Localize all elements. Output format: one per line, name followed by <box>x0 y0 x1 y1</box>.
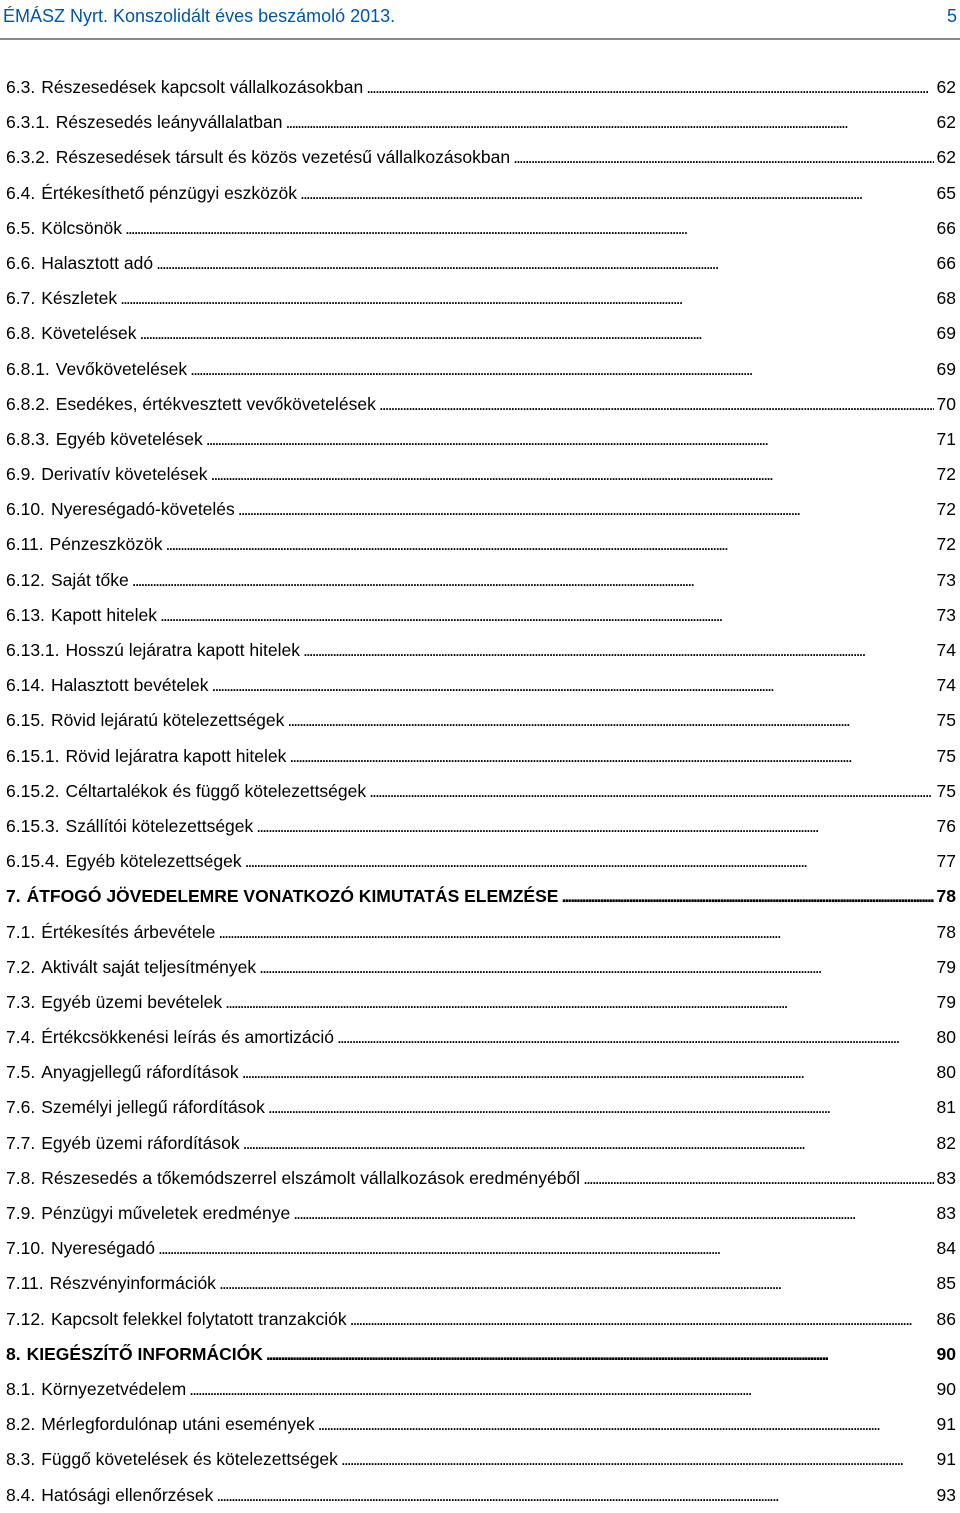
toc-entry-title <box>6 809 253 844</box>
toc-entry-number: 8. <box>6 1343 21 1364</box>
toc-entry[interactable] <box>6 1055 956 1090</box>
toc-entry[interactable] <box>6 70 956 105</box>
toc-page-number: 68 <box>936 288 956 309</box>
toc-entry-text: Saját tőke <box>50 569 129 590</box>
toc-entry-text: Rövid lejáratra kapott hitelek <box>65 745 287 766</box>
toc-entry[interactable] <box>6 598 956 633</box>
toc-dot-leader <box>238 492 934 527</box>
toc-dot-leader <box>218 915 933 950</box>
toc-entry[interactable] <box>6 352 956 387</box>
toc-entry-title <box>6 1302 347 1337</box>
toc-entry[interactable] <box>6 422 956 457</box>
toc-dot-leader <box>242 1055 934 1090</box>
toc-entry-text: ÁTFOGÓ JÖVEDELEMRE VONATKOZÓ KIMUTATÁS ELEMZÉSE <box>26 886 559 907</box>
toc-entry-title <box>6 703 284 738</box>
toc-dot-leader <box>158 1231 933 1266</box>
toc-entry[interactable] <box>6 1407 956 1442</box>
toc-dot-leader <box>289 739 933 774</box>
toc-entry[interactable] <box>6 105 956 140</box>
toc-entry[interactable] <box>6 809 956 844</box>
toc-entry-text: Értékesítés árbevétele <box>41 921 216 942</box>
toc-entry-number: 6.15.1. <box>6 745 60 766</box>
toc-entry-text: Esedékes, értékvesztett vevőkövetelések <box>55 393 376 414</box>
toc-page-number: 82 <box>936 1132 956 1153</box>
toc-page-number: 79 <box>936 991 956 1012</box>
toc-dot-leader <box>268 1090 934 1125</box>
toc-entry[interactable] <box>6 879 956 914</box>
toc-entry-number: 7.11. <box>6 1273 44 1294</box>
toc-entry-text: Környezetvédelem <box>41 1378 187 1399</box>
toc-dot-leader <box>245 844 934 879</box>
toc-entry-number: 7.7. <box>6 1132 36 1153</box>
toc-entry-number: 7.8. <box>6 1167 36 1188</box>
toc-entry-title <box>6 246 153 281</box>
toc-entry-title <box>6 985 222 1020</box>
toc-dot-leader <box>379 387 934 422</box>
toc-entry-text: Részesedések társult és közös vezetésű vállalkozásokban <box>55 147 511 168</box>
toc-entry-text: Nyereségadó-követelés <box>50 499 235 520</box>
toc-entry-title <box>6 563 129 598</box>
toc-entry[interactable] <box>6 527 956 562</box>
toc-dot-leader <box>125 211 934 246</box>
toc-entry-text: Kapott hitelek <box>50 604 157 625</box>
toc-entry-title <box>6 70 363 105</box>
toc-page-number: 62 <box>936 77 956 97</box>
toc-page-number: 93 <box>936 1484 956 1505</box>
toc-dot-leader <box>337 1020 934 1055</box>
toc-dot-leader <box>303 633 934 668</box>
toc-dot-leader <box>243 1126 934 1161</box>
toc-page-number: 75 <box>936 745 956 766</box>
toc-page-number: 73 <box>936 569 956 590</box>
toc-entry[interactable] <box>6 1090 956 1125</box>
toc-page-number: 73 <box>936 604 956 625</box>
toc-entry-title <box>6 1055 239 1090</box>
toc-entry-text: Aktivált saját teljesítmények <box>41 956 257 977</box>
toc-entry-title <box>6 281 117 316</box>
toc-entry-number: 6.5. <box>6 217 36 238</box>
toc-dot-leader <box>216 1478 933 1513</box>
toc-page-number: 80 <box>936 1027 956 1048</box>
toc-page-number: 75 <box>936 780 956 801</box>
toc-entry-number: 6.8.1. <box>6 358 50 379</box>
toc-page-number: 72 <box>936 464 956 485</box>
toc-entry-title <box>6 211 122 246</box>
toc-page-number: 90 <box>936 1378 956 1399</box>
toc-dot-leader <box>211 457 934 492</box>
toc-entry[interactable] <box>6 774 956 809</box>
toc-dot-leader <box>140 316 934 351</box>
toc-page-number: 79 <box>936 956 956 977</box>
toc-page-number: 91 <box>936 1449 956 1470</box>
toc-entry-title <box>6 1372 186 1407</box>
toc-entry-text: Szállítói kötelezettségek <box>65 815 254 836</box>
toc-dot-leader <box>341 1442 934 1477</box>
toc-dot-leader <box>293 1196 933 1231</box>
toc-page-number: 71 <box>936 428 956 449</box>
toc-dot-leader <box>287 703 933 738</box>
toc-entry-number: 6.4. <box>6 182 36 203</box>
toc-entry[interactable] <box>6 1337 956 1372</box>
toc-entry-title <box>6 176 297 211</box>
toc-page-number: 81 <box>936 1097 956 1118</box>
toc-entry-title <box>6 1231 155 1266</box>
toc-entry-text: Hosszú lejáratra kapott hitelek <box>65 640 300 660</box>
toc-page-number: 86 <box>936 1308 956 1329</box>
toc-entry-title <box>6 774 366 809</box>
toc-page-number: 72 <box>936 534 956 555</box>
toc-entry-title <box>6 633 300 668</box>
toc-entry-title <box>6 352 187 387</box>
toc-entry-text: Személyi jellegű ráfordítások <box>41 1097 265 1118</box>
toc-page-number: 84 <box>936 1238 956 1259</box>
toc-page-number: 66 <box>936 252 956 273</box>
toc-entry[interactable] <box>6 1196 956 1231</box>
toc-entry-text: Egyéb követelések <box>55 428 203 449</box>
toc-entry-text: Kölcsönök <box>41 217 122 238</box>
toc-entry[interactable] <box>6 1161 956 1196</box>
toc-entry-number: 6.15.3. <box>6 815 60 836</box>
toc-entry[interactable] <box>6 1478 956 1513</box>
toc-entry[interactable] <box>6 950 956 985</box>
toc-entry-text: Részesedés a tőkemódszerrel elszámolt vállalkozások eredményéből <box>41 1167 581 1188</box>
toc-entry-title <box>6 668 209 703</box>
toc-entry-number: 6.13.1. <box>6 640 60 660</box>
toc-dot-leader <box>160 598 934 633</box>
toc-entry[interactable] <box>6 1231 956 1266</box>
toc-entry-number: 6.12. <box>6 569 45 590</box>
toc-entry-text: Pénzeszközök <box>49 534 163 555</box>
toc-entry-number: 7. <box>6 886 21 907</box>
toc-entry-number: 8.1. <box>6 1378 36 1399</box>
toc-entry-title <box>6 915 215 950</box>
toc-entry-text: Halasztott adó <box>41 252 154 273</box>
toc-entry[interactable] <box>6 387 956 422</box>
toc-entry-number: 6.8.3. <box>6 428 50 449</box>
page-header <box>0 0 960 44</box>
toc-page-number: 91 <box>936 1414 956 1435</box>
toc-page-number: 70 <box>936 393 956 414</box>
toc-entry-title <box>6 1090 265 1125</box>
toc-page-number: 62 <box>936 112 956 133</box>
toc-entry-title <box>6 844 242 879</box>
toc-page-number: 74 <box>936 675 956 696</box>
toc-entry-number: 8.2. <box>6 1414 36 1435</box>
toc-entry-title <box>6 1407 315 1442</box>
toc-entry-number: 7.4. <box>6 1027 36 1048</box>
document-title: ÉMÁSZ Nyrt. Konszolidált éves beszámoló 2013. <box>3 6 396 26</box>
toc-dot-leader <box>513 140 933 175</box>
toc-entry-number: 8.4. <box>6 1484 36 1505</box>
toc-entry-title <box>6 598 157 633</box>
toc-entry[interactable] <box>6 668 956 703</box>
toc-entry-title <box>6 422 203 457</box>
toc-entry-title <box>6 457 208 492</box>
toc-dot-leader <box>259 950 933 985</box>
toc-entry-number: 6.8.2. <box>6 393 50 414</box>
toc-dot-leader <box>190 352 933 387</box>
toc-entry[interactable] <box>6 492 956 527</box>
toc-dot-leader <box>318 1407 934 1442</box>
toc-entry[interactable] <box>6 1372 956 1407</box>
toc-entry-number: 6.8. <box>6 323 36 344</box>
toc-page-number: 66 <box>936 217 956 238</box>
toc-dot-leader <box>369 774 933 809</box>
toc-entry-text: Függő követelések és kötelezettségek <box>41 1449 338 1470</box>
toc-entry-text: Derivatív követelések <box>41 464 208 485</box>
toc-entry-number: 6.15.2. <box>6 780 60 801</box>
toc-page-number: 80 <box>936 1062 956 1083</box>
toc-entry-number: 7.5. <box>6 1062 36 1083</box>
toc-entry[interactable] <box>6 985 956 1020</box>
toc-entry-text: Készletek <box>41 288 118 309</box>
toc-entry-title <box>6 1337 263 1372</box>
toc-dot-leader <box>350 1302 934 1337</box>
toc-entry-text: Egyéb üzemi ráfordítások <box>41 1132 240 1153</box>
toc-entry[interactable] <box>6 844 956 879</box>
toc-dot-leader <box>165 527 933 562</box>
toc-page-number: 62 <box>936 147 956 168</box>
toc-entry-title <box>6 1161 580 1196</box>
toc-entry[interactable] <box>6 1020 956 1055</box>
toc-entry[interactable] <box>6 281 956 316</box>
toc-dot-leader <box>219 1266 934 1301</box>
toc-entry[interactable] <box>6 1442 956 1477</box>
toc-entry-number: 6.3. <box>6 77 36 97</box>
toc-page-number: 65 <box>936 182 956 203</box>
toc-dot-leader <box>189 1372 933 1407</box>
toc-entry-text: Kapcsolt felekkel folytatott tranzakciók <box>50 1308 347 1329</box>
toc-entry-title <box>6 1266 216 1301</box>
toc-entry-text: Részesedések kapcsolt vállalkozásokban <box>41 77 364 97</box>
toc-entry-text: Részvényinformációk <box>49 1273 216 1294</box>
toc-page-number: 72 <box>936 499 956 520</box>
toc-entry-number: 6.15.4. <box>6 851 60 872</box>
toc-dot-leader <box>583 1161 933 1196</box>
toc-entry-text: Nyereségadó <box>50 1238 156 1259</box>
toc-page-number: 76 <box>936 815 956 836</box>
toc-entry-text: Részesedés leányvállalatban <box>55 112 283 133</box>
toc-entry-number: 6.11. <box>6 534 44 555</box>
toc-page-number: 78 <box>936 886 956 907</box>
toc-entry-title <box>6 105 282 140</box>
toc-entry-number: 6.3.2. <box>6 147 50 168</box>
toc-entry-number: 6.10. <box>6 499 45 520</box>
table-of-contents <box>6 70 956 1513</box>
toc-entry[interactable] <box>6 633 956 668</box>
toc-entry-title <box>6 1478 213 1513</box>
toc-entry-number: 7.3. <box>6 991 36 1012</box>
toc-dot-leader <box>225 985 933 1020</box>
toc-page-number: 69 <box>936 358 956 379</box>
toc-entry-number: 7.6. <box>6 1097 36 1118</box>
toc-page-number: 77 <box>936 851 956 872</box>
toc-entry-number: 7.1. <box>6 921 36 942</box>
toc-dot-leader <box>256 809 933 844</box>
toc-entry[interactable] <box>6 739 956 774</box>
toc-entry-number: 7.2. <box>6 956 36 977</box>
toc-entry-number: 6.14. <box>6 675 45 696</box>
toc-page-number: 85 <box>936 1273 956 1294</box>
toc-entry-number: 7.12. <box>6 1308 45 1329</box>
toc-entry-title <box>6 316 137 351</box>
toc-entry[interactable] <box>6 176 956 211</box>
toc-entry-number: 6.9. <box>6 464 36 485</box>
toc-entry[interactable] <box>6 1302 956 1337</box>
toc-page-number: 69 <box>936 323 956 344</box>
toc-entry-text: Egyéb üzemi bevételek <box>41 991 223 1012</box>
toc-entry-text: Követelések <box>41 323 137 344</box>
toc-page-number: 78 <box>936 921 956 942</box>
toc-entry-text: Mérlegfordulónap utáni események <box>41 1414 315 1435</box>
toc-entry-title <box>6 1126 240 1161</box>
toc-entry-title <box>6 1020 334 1055</box>
toc-page-number: 83 <box>936 1203 956 1223</box>
toc-entry-text: Vevőkövetelések <box>55 358 188 379</box>
toc-entry-title <box>6 739 286 774</box>
toc-entry-text: Céltartalékok és függő kötelezettségek <box>65 780 367 801</box>
toc-entry[interactable] <box>6 316 956 351</box>
toc-entry-number: 6.13. <box>6 604 45 625</box>
toc-dot-leader <box>285 105 933 140</box>
toc-entry[interactable] <box>6 211 956 246</box>
toc-entry-title <box>6 387 376 422</box>
toc-entry-text: Halasztott bevételek <box>50 675 209 696</box>
toc-dot-leader <box>156 246 933 281</box>
toc-entry[interactable] <box>6 1266 956 1301</box>
toc-entry[interactable] <box>6 140 956 175</box>
toc-entry-number: 6.15. <box>6 710 45 731</box>
toc-entry-title <box>6 1442 338 1477</box>
toc-dot-leader <box>206 422 934 457</box>
toc-dot-leader <box>266 1337 934 1372</box>
toc-entry-number: 7.9. <box>6 1203 36 1223</box>
toc-page-number: 90 <box>936 1343 956 1364</box>
page-number: 5 <box>946 6 957 26</box>
toc-entry[interactable] <box>6 246 956 281</box>
toc-entry-number: 6.7. <box>6 288 36 309</box>
toc-entry-text: Anyagjellegű ráfordítások <box>41 1062 239 1083</box>
toc-page-number: 83 <box>936 1167 956 1188</box>
toc-entry-text: Rövid lejáratú kötelezettségek <box>50 710 285 731</box>
toc-entry-text: Értékesíthető pénzügyi eszközök <box>41 182 298 203</box>
toc-entry[interactable] <box>6 563 956 598</box>
toc-entry-text: Pénzügyi műveletek eredménye <box>41 1203 291 1223</box>
toc-page-number: 75 <box>936 710 956 731</box>
toc-entry-number: 6.3.1. <box>6 112 50 133</box>
toc-entry-text: Hatósági ellenőrzések <box>41 1484 214 1505</box>
toc-dot-leader <box>366 70 933 105</box>
toc-dot-leader <box>120 281 933 316</box>
toc-entry-title <box>6 527 162 562</box>
toc-dot-leader <box>561 879 933 914</box>
toc-entry-number: 6.6. <box>6 252 36 273</box>
toc-entry-title <box>6 879 558 914</box>
toc-dot-leader <box>132 563 934 598</box>
toc-entry[interactable] <box>6 703 956 738</box>
toc-entry-title <box>6 950 256 985</box>
toc-entry-title <box>6 1196 290 1231</box>
toc-entry-number: 8.3. <box>6 1449 36 1470</box>
toc-page-number: 74 <box>936 640 956 660</box>
toc-entry-text: KIEGÉSZÍTŐ INFORMÁCIÓK <box>26 1343 263 1364</box>
toc-dot-leader <box>300 176 933 211</box>
toc-dot-leader <box>212 668 934 703</box>
toc-entry[interactable] <box>6 1126 956 1161</box>
toc-entry-text: Egyéb kötelezettségek <box>65 851 242 872</box>
toc-entry[interactable] <box>6 915 956 950</box>
toc-entry[interactable] <box>6 457 956 492</box>
toc-entry-title <box>6 492 235 527</box>
toc-entry-number: 7.10. <box>6 1238 45 1259</box>
toc-entry-text: Értékcsökkenési leírás és amortizáció <box>41 1027 334 1048</box>
toc-entry-title <box>6 140 510 175</box>
header-divider <box>0 38 960 40</box>
